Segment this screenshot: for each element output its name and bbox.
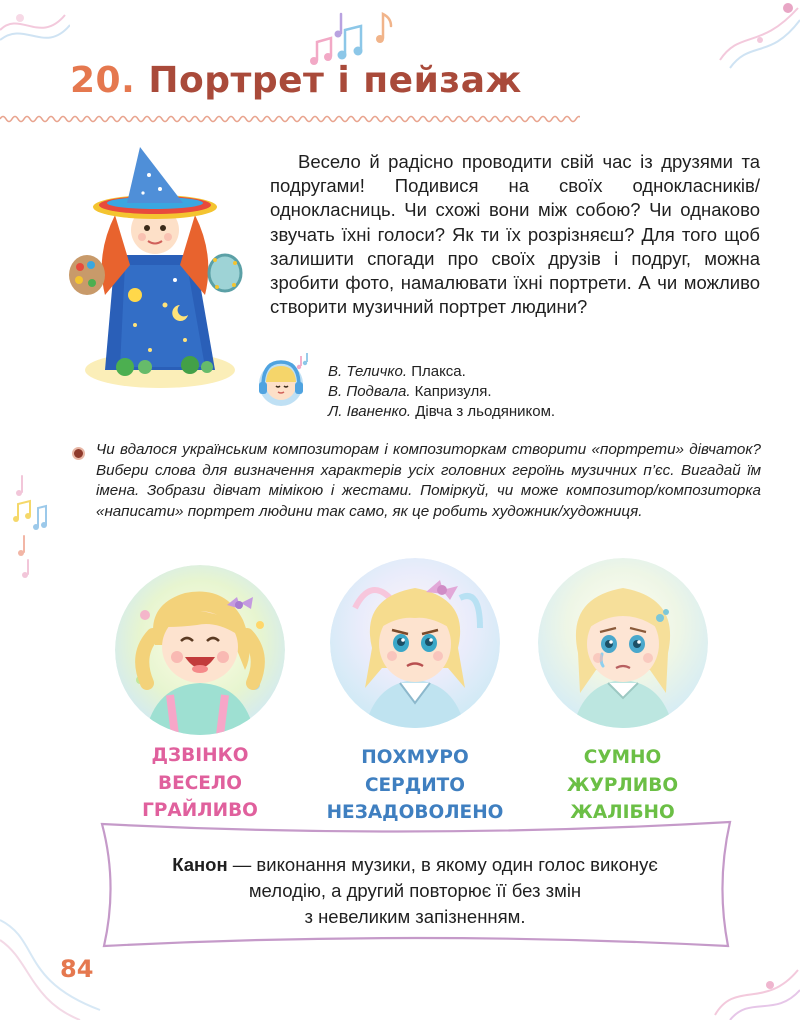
character-words-cheerful [120, 742, 280, 825]
work-title: Капризуля. [414, 383, 492, 400]
character-word: ЖАЛІБНО [570, 802, 675, 823]
wizard-girl-illustration [65, 145, 245, 395]
work-title: Плакса. [411, 363, 466, 380]
character-word: ПОХМУРО [361, 747, 469, 768]
character-words-sad [540, 744, 705, 827]
task-paragraph: Чи вдалося українським композиторам і композиторкам створити «портрети» дівчаток? Вибери слова для визначення характерів усіх головних героїнь музичних п’єс. Вигадай їм імена. Зобрази дівчат мімікою і жестами. Поміркуй, чи може композитор/композиторка «написати» портрет людини так само, як це робить художник/художниця. [96, 441, 761, 520]
list-item [328, 362, 555, 382]
character-word: ЖУРЛИВО [566, 774, 679, 796]
character-word: НЕЗАДОВОЛЕНО [326, 802, 504, 823]
composer-name: Л. Іваненко. [328, 403, 412, 420]
lesson-number: 20. [70, 60, 136, 101]
intro-text: Весело й радісно проводити свій час із друзями та подругами! Подивися на своїх однокласників/однокласниць. Чи схожі вони між собою? Чи однаково звучать їхні голоси? Як ти їх розрізняєш? Для того щоб залишити спогади про своїх друзів і подруг, можна зробити фото, намалювати їхні портрети. А чи можливо створити музичний портрет людини? [270, 151, 760, 318]
task-bullet-icon [72, 447, 85, 460]
sad-girl-portrait [538, 558, 708, 728]
list-item [328, 382, 555, 402]
corner-swirl-decoration [710, 940, 800, 1020]
definition-text: з невеликим запізненням. [304, 906, 526, 927]
composer-name: В. Подвала. [328, 383, 411, 400]
list-item [328, 402, 555, 422]
definition-box [120, 852, 710, 930]
composer-name: В. Теличко. [328, 363, 408, 380]
page-title [70, 60, 522, 101]
definition-term: Канон [172, 854, 228, 875]
definition-text: — виконання музики, в якому один голос виконує [227, 854, 658, 875]
definition-text: мелодію, а другий повторює її без змін [248, 880, 582, 901]
corner-swirl-decoration [0, 0, 70, 60]
music-notes-icon [8, 470, 48, 580]
character-word: ВЕСЕЛО [157, 772, 243, 794]
character-word: ГРАЙЛИВО [142, 800, 258, 821]
corner-swirl-decoration [710, 0, 800, 70]
angry-girl-portrait [330, 558, 500, 728]
character-word: СЕРДИТО [364, 774, 466, 796]
headphones-listening-icon [255, 352, 311, 408]
title-wave-divider [0, 112, 580, 126]
corner-swirl-decoration [0, 880, 110, 1020]
character-word: СУМНО [583, 747, 662, 768]
character-word: ДЗВІНКО [151, 745, 249, 766]
listening-list [328, 362, 555, 422]
character-words-angry [315, 744, 515, 827]
page-number: 84 [60, 955, 94, 983]
work-title: Дівча з льодяником. [415, 403, 556, 420]
cheerful-girl-portrait [115, 565, 285, 735]
intro-paragraph [270, 150, 760, 319]
lesson-title: Портрет і пейзаж [148, 60, 522, 101]
